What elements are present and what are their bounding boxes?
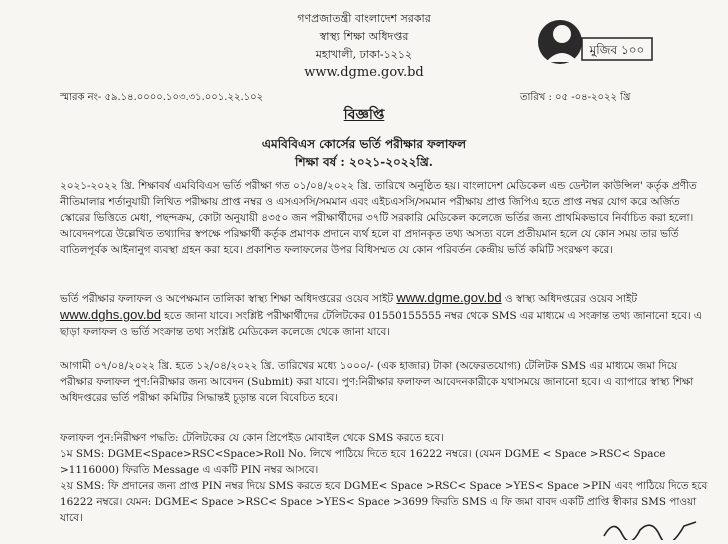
paragraph-review-application: আগামী ০৭/০৪/২০২২ খ্রি. হতে ১২/০৪/২০২২ খ্রি. তারিখের মধ্যে ১০০০/- (এক হাজার) টাকা (অফেরতযোগ্য) টেলিটক SMS এর মাধ্যমে জমা দিয়ে পরীক্ষার ফলাফল পুণ:নিরীক্ষার জন্য আবেদন (Submit) করা যাবে। পুণ:নিরীক্ষার ফলাফল আবেদনকারীকে যথাসময়ে জানানো হবে। এ ব্যাপারে স্বাস্থ্য শিক্ষা অধিদপ্তরের ভর্তি পরীক্ষা কমিটির সিদ্ধান্তই চূড়ান্ত বলে বিবেচিত হবে। (60, 360, 694, 404)
paragraph-websites: ভর্তি পরীক্ষার ফলাফল ও অপেক্ষমান তালিকা স্বাস্থ্য শিক্ষা অধিদপ্তরের ওয়েব সাইট www.dgme.gov.bd ও স্বাস্থ্য অধিদপ্তরের ওয়েব সাইট www.dghs.gov.bd হতে জানা যাবে। সংশ্লিষ্ট পরীক্ষার্থীদের টেলিটকের 01550155555 নম্বর থেকে SMS এর মাধ্যমে এ সংক্রান্ত তথ্য জানানো হবে। এ ছাড়া ফলাফল ও ভর্তি সংক্রান্ত তথ্য সংশ্লিষ্ট মেডিকেল কলেজে থেকে জানা যাবে। (60, 290, 702, 338)
signature-icon (600, 514, 700, 540)
review-procedure-line: ফলাফল পুন:নিরীক্ষণ পদ্ধতি: টেলিটকের যে কোন প্রিপেইড মোবাইল থেকে SMS করতে হবে। (60, 432, 444, 444)
svg-text:মুজিব ১০০: মুজিব ১০০ (589, 43, 645, 57)
issue-date: তারিখ : ০৫ -০৪-২০২২ খ্রি (520, 92, 631, 103)
academic-year: শিক্ষা বর্ষ : ২০২১-২০২২খ্রি. (295, 155, 433, 169)
memo-number: স্মারক নং- ৫৯.১৪.০০০০.১০৩.৩১.০০১.২২.১০২ (60, 92, 264, 103)
dgme-website-link[interactable]: www.dgme.gov.bd (396, 290, 502, 305)
first-sms-instructions: ১ম SMS: DGME<Space>RSC<Space>Roll No. লিখে পাঠিয়ে দিতে হবে 16222 নম্বরে। (যেমন DGME < Space >RSC< Space >1116000) ফিরতি Message এ একটি PIN নম্বর আসবে। (60, 448, 666, 476)
paragraph-results: ২০২১-২০২২ খ্রি. শিক্ষাবর্ষ এমবিবিএস ভর্তি পরীক্ষা গত ০১/০৪/২০২২ খ্রি. তারিখে অনুষ্ঠিত হয়। বাংলাদেশ মেডিকেল এন্ড ডেন্টাল কাউন্সিল' কর্তৃক প্রণীত নীতিমালার শর্তানুযায়ী লিখিত পরীক্ষায় প্রাপ্ত নম্বর ও এসএসসি/সমমান এবং এইচএসসি/সমমান পরীক্ষায় প্রাপ্ত জিপিএ হতে প্রাপ্ত নম্বর যোগ করে অর্জিত স্কোরের ভিত্তিতে মেধা, পছন্দক্রম, কোটা অনুযায়ী ৪৩৫০ জন পরীক্ষার্থীদের ৩৭টি সরকারি মেডিকেল কলেজে ভর্তির জন্য প্রাথমিকভাবে নির্বাচিত করা হলো। আবেদনপত্রে উল্লেখিত তথ্যাদির স্বপক্ষে পরিক্ষার্থী কর্তৃক প্রমাণক প্রদানে ব্যর্থ হলে বা প্রদানকৃত তথ্য অসত্য বলে প্রতীয়মান হলে যে কোন সময় তার ভর্তি বাতিলপূর্বক আইনানুগ ব্যবস্থা গ্রহন করা হবে। প্রকাশিত ফলাফলের উপর বিধিসম্মত যে কোন পরিবর্তন কেন্দ্রীয় ভর্তি কমিটি সংরক্ষণ করে। (60, 180, 697, 256)
dghs-website-link[interactable]: www.dghs.gov.bd (60, 307, 161, 322)
notice-subtitle: এমবিবিএস কোর্সের ভর্তি পরীক্ষার ফলাফল (261, 137, 467, 151)
header-line-1: গণপ্রজাতন্ত্রী বাংলাদেশ সরকার (297, 12, 431, 25)
second-sms-instructions: ২য় SMS: ফি প্রদানের জন্য প্রাপ্ত PIN নম্বর দিয়ে SMS করতে হবে DGME< Space >RSC< Space >YES< Space >PIN এবং পাঠিয়ে দিতে হবে 16222 নম্বরে। যেমন: DGME< Space >RSC< Space >YES< Space >3699 ফিরতি SMS এ ফি জমা বাবদ একটি প্রাপ্তি স্বীকার SMS পাওয়া যাবে। (60, 480, 708, 524)
header-website: www.dgme.gov.bd (304, 65, 424, 80)
notice-title: বিজ্ঞপ্তি (343, 107, 385, 123)
header-line-2: স্বাস্থ্য শিক্ষা অধিদপ্তর (319, 30, 409, 43)
mujib-100-logo-icon (532, 14, 672, 72)
header-line-3: মহাখালী, ঢাকা-১২১২ (315, 48, 413, 61)
